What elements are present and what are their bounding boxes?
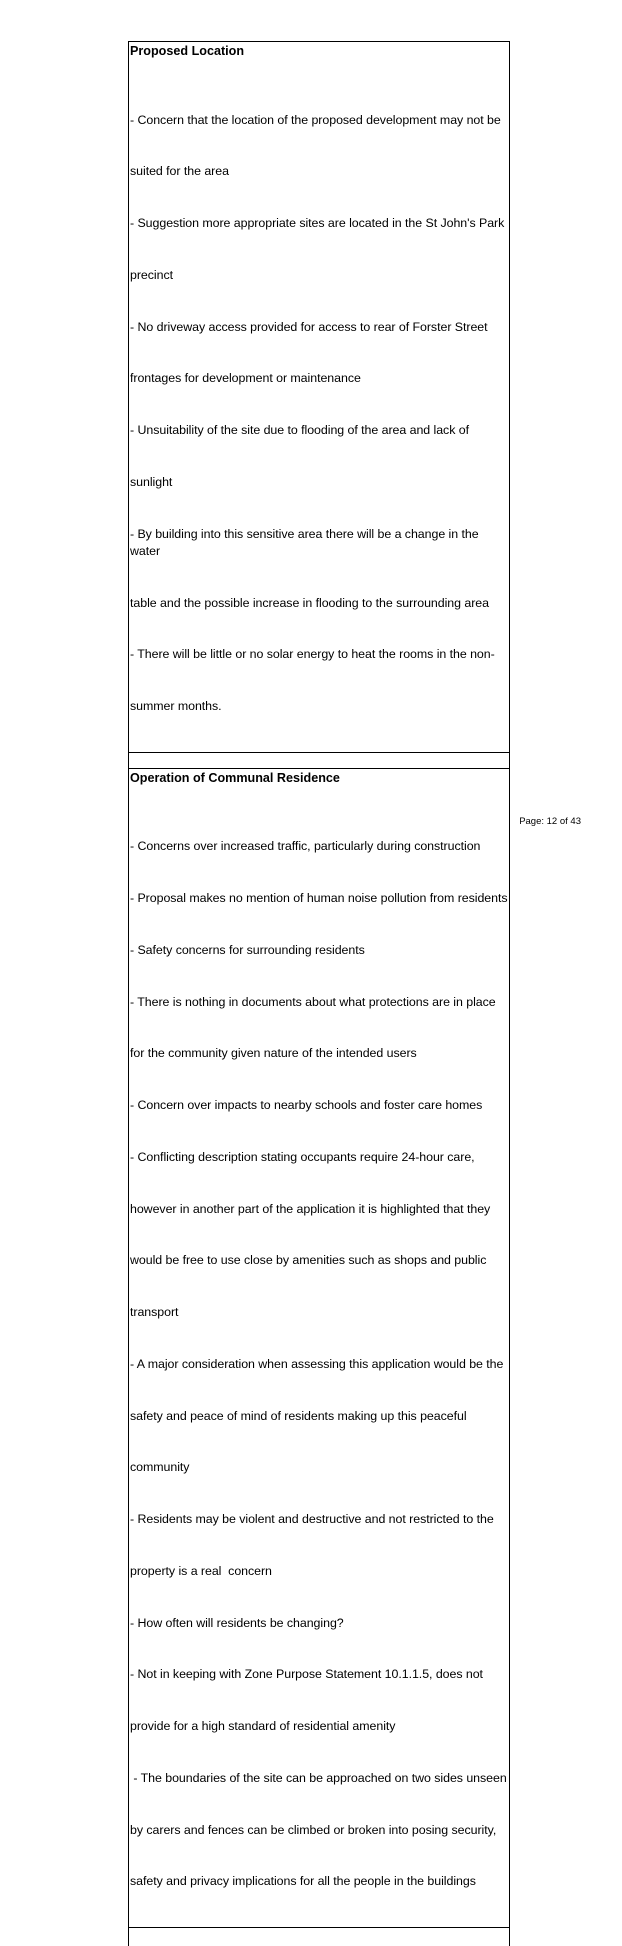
body-line: - There is nothing in documents about what protections are in place: [130, 994, 496, 1009]
body-line: summer months.: [130, 699, 222, 713]
body-line: by carers and fences can be climbed or broken into posing security,: [130, 1822, 497, 1837]
table-continuation-row: [129, 1928, 509, 1946]
body-line: frontages for development or maintenance: [130, 371, 361, 386]
section-title: Proposed Location: [130, 44, 245, 58]
body-line: - Conflicting description stating occupants require 24-hour care,: [130, 1149, 475, 1164]
section-body: [130, 804, 509, 1925]
body-line: - Concern that the location of the proposed development may not be: [130, 112, 501, 127]
body-line: property is a real concern: [130, 1563, 272, 1578]
body-line: however in another part of the application it is highlighted that they: [130, 1201, 491, 1216]
section-operation-of-communal-residence: [129, 769, 509, 1928]
body-line: - Safety concerns for surrounding residents: [130, 942, 365, 957]
body-line: sunlight: [130, 474, 173, 489]
body-line: - A major consideration when assessing this application would be the: [130, 1356, 504, 1371]
body-line: - By building into this sensitive area there will be a change in the water: [130, 526, 482, 558]
body-line: for the community given nature of the intended users: [130, 1046, 417, 1061]
body-line: - Concern over impacts to nearby schools and foster care homes: [130, 1098, 483, 1112]
section-body: [130, 77, 509, 750]
section-proposed-location: [129, 42, 509, 753]
body-line: - Concerns over increased traffic, particularly during construction: [130, 839, 481, 854]
body-line: community: [130, 1460, 190, 1475]
body-line: - How often will residents be changing?: [130, 1615, 344, 1630]
body-line: safety and peace of mind of residents making up this peaceful: [130, 1408, 467, 1423]
body-line: would be free to use close by amenities such as shops and public: [130, 1253, 487, 1268]
body-line: - The boundaries of the site can be approached on two sides unseen: [130, 1770, 507, 1785]
body-line: - Suggestion more appropriate sites are located in the St John's Park: [130, 216, 505, 230]
body-line: - Residents may be violent and destructive and not restricted to the: [130, 1512, 494, 1526]
page-number: Page: 12 of 43: [519, 816, 581, 827]
body-line: precinct: [130, 267, 173, 282]
body-line: - There will be little or no solar energy to heat the rooms in the non-: [130, 647, 495, 662]
body-line: - Not in keeping with Zone Purpose Statement 10.1.1.5, does not: [130, 1667, 483, 1682]
submissions-table: [128, 41, 510, 1946]
body-line: - Unsuitability of the site due to flooding of the area and lack of: [130, 423, 469, 437]
body-line: safety and privacy implications for all the people in the buildings: [130, 1874, 476, 1889]
table-spacer-row: [129, 753, 509, 769]
body-line: - No driveway access provided for access to rear of Forster Street: [130, 319, 488, 334]
body-line: suited for the area: [130, 164, 229, 179]
body-line: provide for a high standard of residential amenity: [130, 1719, 396, 1733]
body-line: - Proposal makes no mention of human noise pollution from residents: [130, 891, 508, 905]
section-title: Operation of Communal Residence: [130, 770, 340, 785]
body-line: table and the possible increase in flooding to the surrounding area: [130, 595, 489, 610]
body-line: transport: [130, 1305, 179, 1319]
